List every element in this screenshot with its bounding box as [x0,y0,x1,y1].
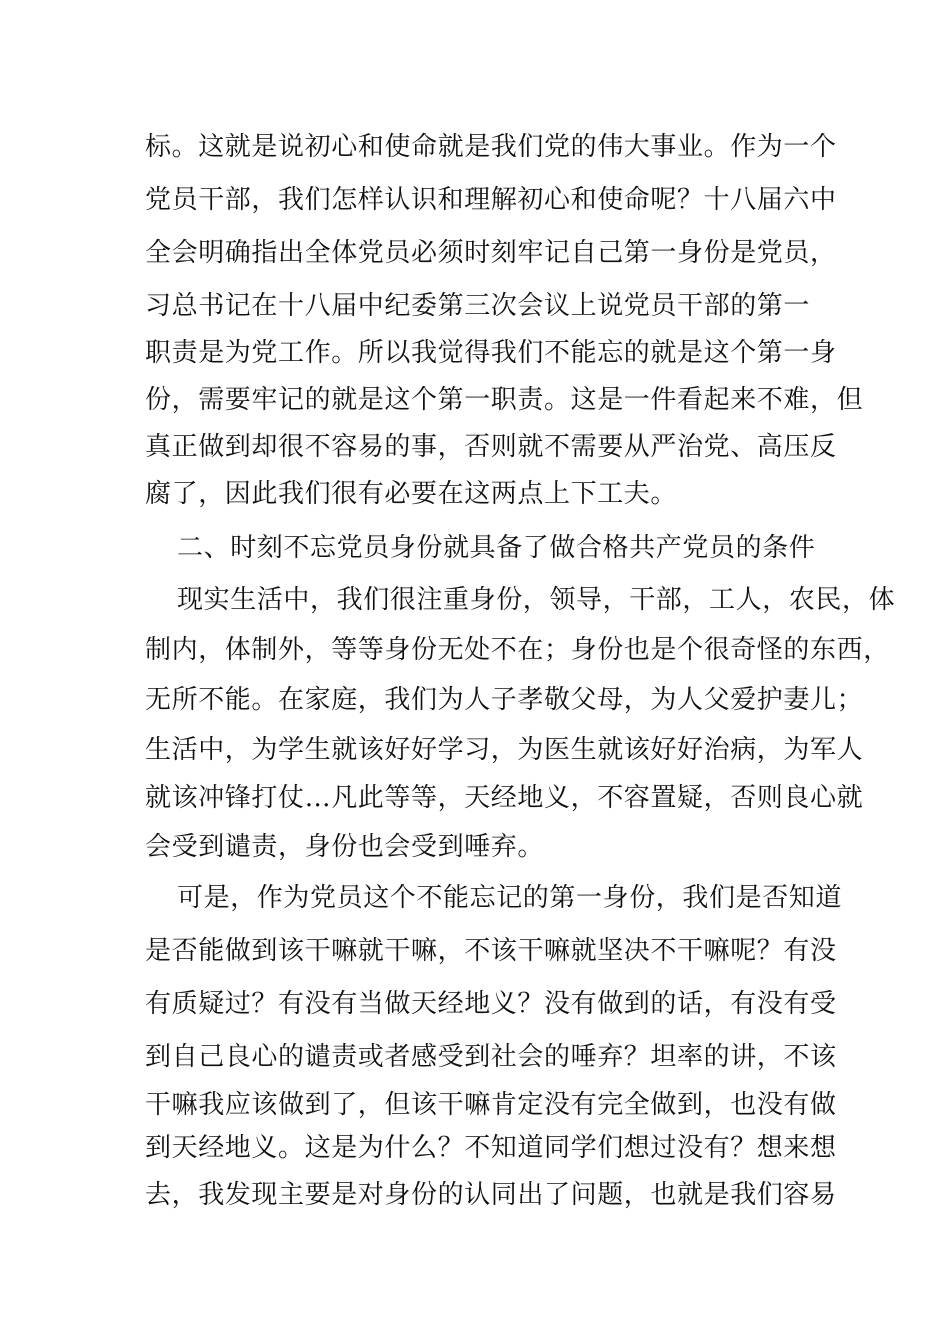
paragraph-line: 真正做到却很不容易的事，否则就不需要从严治党、高压反 [145,432,837,462]
paragraph-line: 会受到谴责，身份也会受到唾弃。 [145,832,545,862]
paragraph-line: 到自己良心的谴责或者感受到社会的唾弃？坦率的讲，不该 [145,1042,837,1072]
paragraph-line: 是否能做到该干嘛就干嘛，不该干嘛就坚决不干嘛呢？有没 [145,936,837,966]
paragraph-line: 干嘛我应该做到了，但该干嘛肯定没有完全做到，也没有做 [145,1090,837,1120]
paragraph-line: 全会明确指出全体党员必须时刻牢记自己第一身份是党员， [145,238,837,268]
paragraph-line: 就该冲锋打仗…凡此等等，天经地义，不容置疑，否则良心就 [145,783,864,813]
paragraph-line: 党员干部，我们怎样认识和理解初心和使命呢？十八届六中 [145,185,837,215]
paragraph-line: 标。这就是说初心和使命就是我们党的伟大事业。作为一个 [145,132,837,162]
paragraph-line: 习总书记在十八届中纪委第三次会议上说党员干部的第一 [145,291,811,321]
paragraph-line: 份，需要牢记的就是这个第一职责。这是一件看起来不难，但 [145,385,864,415]
section-heading: 二、时刻不忘党员身份就具备了做合格共产党员的条件 [177,533,816,563]
paragraph-line: 无所不能。在家庭，我们为人子孝敬父母，为人父爱护妻儿； [145,685,864,715]
paragraph-line: 去，我发现主要是对身份的认同出了问题，也就是我们容易 [145,1180,837,1210]
paragraph-line: 腐了，因此我们很有必要在这两点上下工夫。 [145,479,678,509]
paragraph-line: 职责是为党工作。所以我觉得我们不能忘的就是这个第一身 [145,338,837,368]
paragraph-line: 现实生活中，我们很注重身份，领导，干部，工人，农民，体 [177,585,896,615]
paragraph-line: 制内，体制外，等等身份无处不在；身份也是个很奇怪的东西， [145,635,890,665]
paragraph-line: 可是，作为党员这个不能忘记的第一身份，我们是否知道 [177,883,843,913]
paragraph-line: 到天经地义。这是为什么？不知道同学们想过没有？想来想 [145,1133,837,1163]
paragraph-line: 有质疑过？有没有当做天经地义？没有做到的话，有没有受 [145,989,837,1019]
paragraph-line: 生活中，为学生就该好好学习，为医生就该好好治病，为军人 [145,735,864,765]
